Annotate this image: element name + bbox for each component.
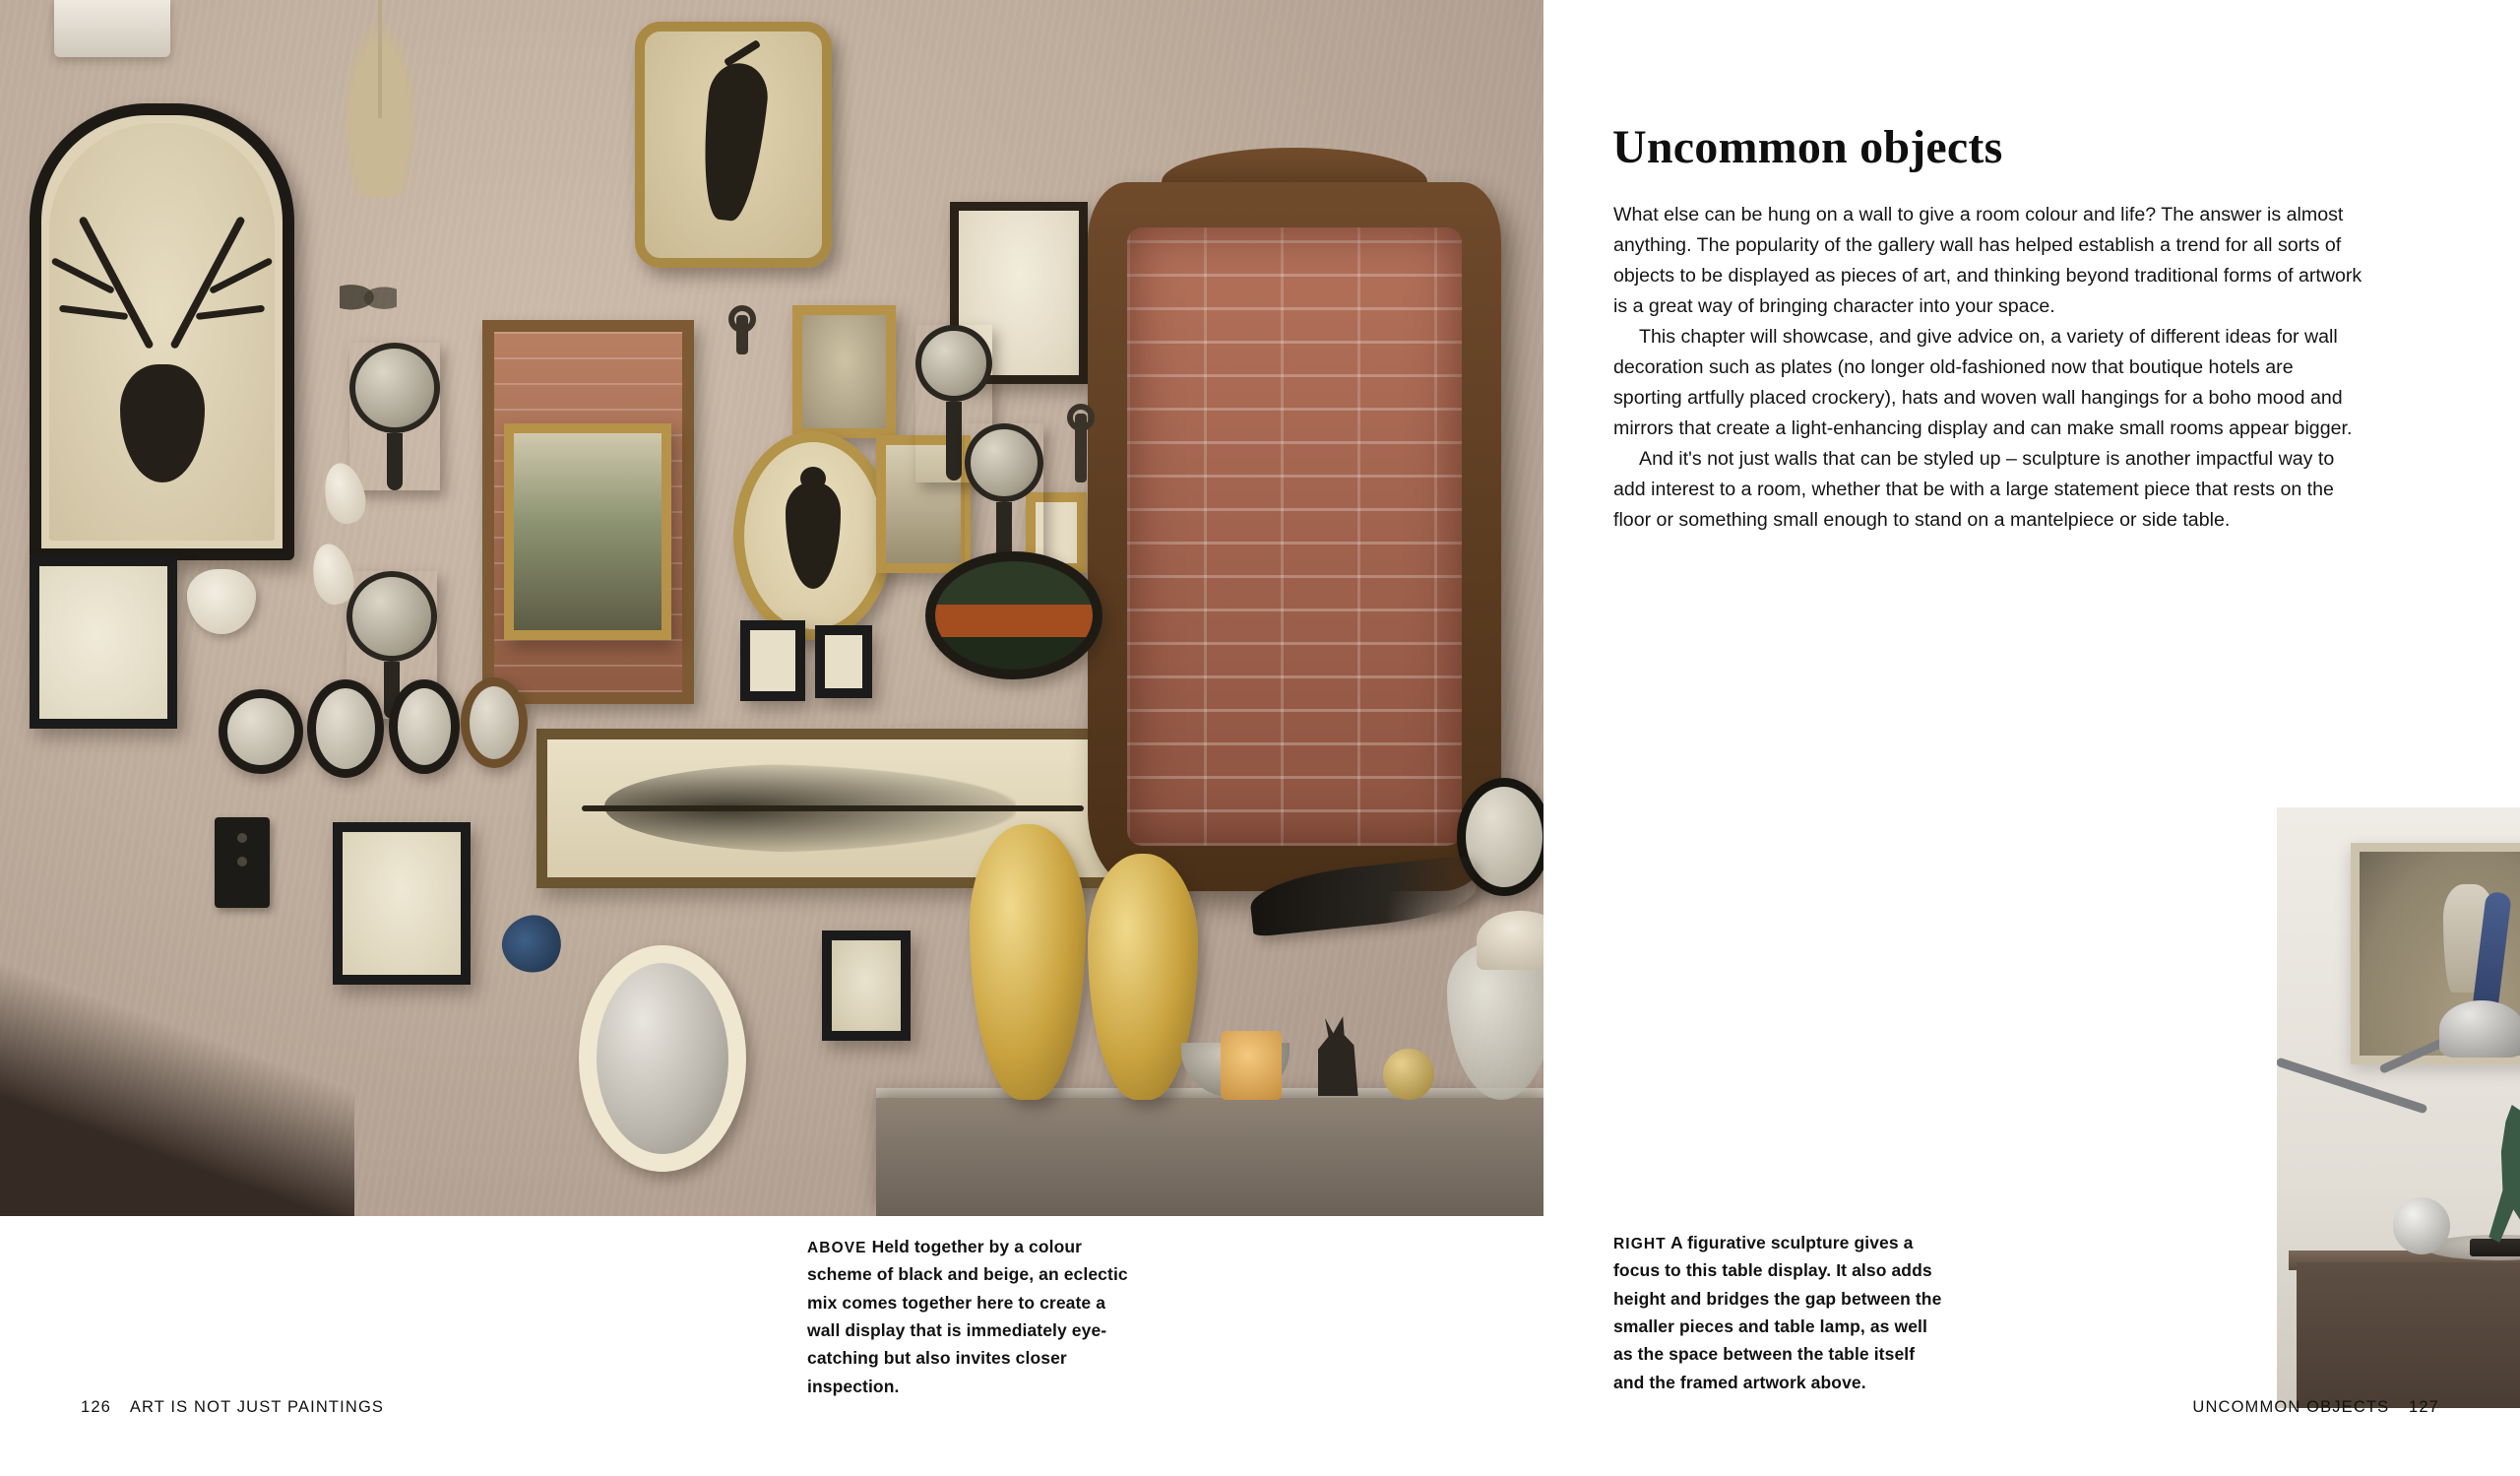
left-page-folio — [81, 1398, 384, 1417]
light-switch-plate — [215, 817, 270, 908]
nest-cord — [378, 0, 382, 118]
lamp-shade — [2439, 1000, 2520, 1058]
right-page-caption — [1613, 1229, 1948, 1396]
framed-deer-print — [30, 103, 294, 560]
hanging-nest-ornament — [335, 0, 425, 197]
right-page-folio — [2192, 1398, 2439, 1417]
ornate-white-oval-mirror — [579, 945, 746, 1172]
feather-quill-line — [582, 805, 1084, 811]
ceiling-vent — [54, 0, 170, 57]
hand-mirror-handle — [946, 402, 962, 481]
bird-silhouette — [696, 60, 771, 223]
sculpture-base — [2470, 1239, 2520, 1256]
framed-cabinet-card-two — [815, 625, 872, 698]
antler-right — [169, 216, 245, 350]
right-caption-lead: RIGHT — [1613, 1236, 1667, 1252]
ornate-wall-mirror — [1088, 182, 1501, 891]
left-running-head: ART IS NOT JUST PAINTINGS — [129, 1398, 385, 1416]
small-padlock — [736, 315, 748, 354]
hand-mirror-glass — [346, 571, 437, 662]
small-oval-mirror-four — [461, 677, 528, 768]
hand-mirror-glass — [349, 343, 440, 433]
sculpture-table-photo — [2277, 807, 2520, 1408]
pressed-specimen-art — [832, 940, 901, 1031]
framed-beetle-print — [733, 431, 893, 640]
deer-head-shape — [120, 364, 205, 482]
small-oval-mirror-two — [307, 679, 384, 778]
portrait-mat — [802, 315, 886, 428]
deer-artwork — [49, 123, 275, 541]
bird-print-mat — [39, 566, 167, 719]
right-caption-body: A figurative sculpture gives a focus to this table display. It also adds height and bridges the gap between the smaller pieces and table lamp, as well as the space between the table itself and the framed artwork above. — [1613, 1233, 1942, 1392]
paragraph-2: This chapter will showcase, and give advice on, a variety of different ideas for wall decoration such as plates (no longer old-fashioned now that boutique hotels are sporting artfully placed crockery), hats and woven wall hangings for a boho mood and mirrors that create a light-enhancing display and can make small rooms appear bigger. — [1613, 325, 2353, 439]
silhouette-art — [343, 832, 461, 975]
lit-candle — [1221, 1031, 1282, 1100]
left-page-caption — [807, 1233, 1142, 1400]
paragraph-1: What else can be hung on a wall to give a room colour and life? The answer is almost anything. The popularity of the gallery wall has helped establish a trend for all sorts of objects to be displayed as pieces of art, and thinking beyond traditional forms of artwork is a great way of bringing character into your space. — [1613, 204, 2362, 317]
shelf — [876, 1098, 1544, 1216]
small-oval-mirror-three — [389, 679, 460, 774]
body-copy — [1613, 200, 2363, 535]
left-page-number: 126 — [81, 1398, 111, 1416]
paragraph-3: And it's not just walls that can be styled up – sculpture is another impactful way to add interest to a room, whether that be with a large statement piece that rests on the floor or something small enough to stand on a mantelpiece or side table. — [1613, 447, 2335, 531]
framed-bird-plaque — [635, 22, 832, 268]
left-caption-lead: ABOVE — [807, 1240, 867, 1256]
right-caption-text — [1613, 1229, 1948, 1396]
antique-key — [1075, 414, 1087, 482]
silver-globe-ornament — [2393, 1197, 2450, 1254]
brick-wall-reflection — [1127, 227, 1462, 846]
oval-framed-landscape — [925, 551, 1102, 679]
dragonfly-specimen — [340, 281, 397, 322]
framed-bird-print — [30, 556, 177, 729]
framed-pressed-specimen — [822, 931, 911, 1041]
gilded-sphere — [1383, 1049, 1434, 1100]
hand-mirror-glass — [915, 325, 992, 402]
beetle-shape — [786, 482, 841, 589]
framed-portrait-photo — [792, 305, 896, 438]
left-caption-text — [807, 1233, 1142, 1400]
right-page-number: 127 — [2409, 1398, 2439, 1416]
page-title: Uncommon objects — [1612, 121, 2003, 174]
right-running-head: UNCOMMON OBJECTS — [2192, 1398, 2390, 1416]
landscape-canvas — [514, 433, 662, 630]
small-round-mirror-one — [219, 689, 303, 774]
hand-mirror-handle — [387, 433, 403, 490]
left-caption-body: Held together by a colour scheme of black and beige, an eclectic mix comes together here to create a wall display that is immediately eye-catching but also invites closer inspection. — [807, 1237, 1128, 1396]
right-page — [1544, 0, 2520, 1476]
side-table — [2297, 1262, 2520, 1408]
antler-left — [78, 216, 154, 350]
framed-landscape-painting — [504, 423, 671, 640]
framed-cabinet-card-one — [740, 620, 805, 701]
hand-mirror-one — [349, 343, 440, 490]
staircase-shadow — [0, 921, 354, 1216]
hand-mirror-glass — [965, 423, 1043, 502]
